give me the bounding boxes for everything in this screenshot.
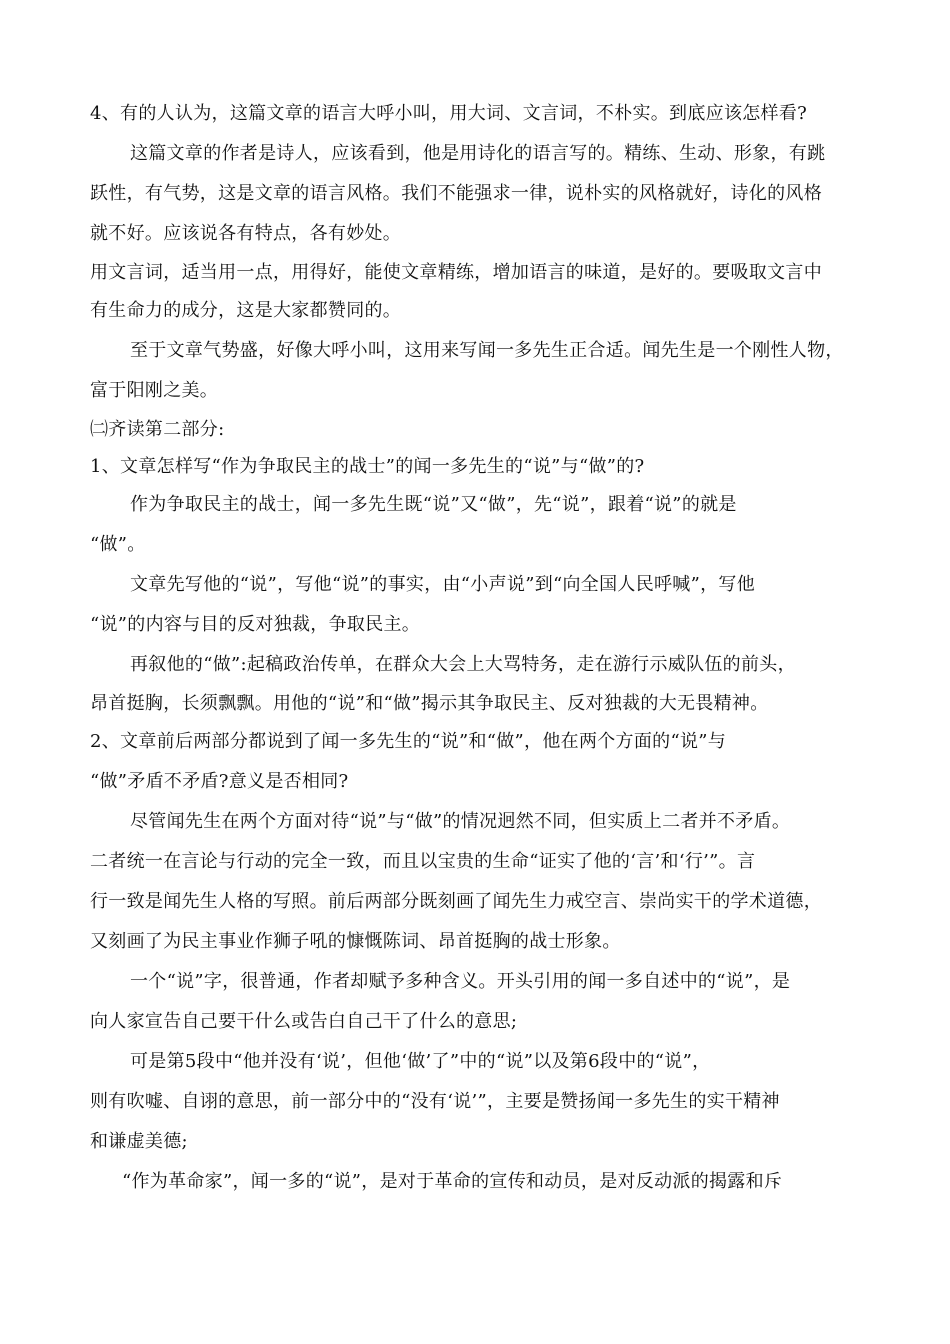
paragraph-line: 向人家宣告自己要干什么或告白自己干了什么的意思; [90,1011,518,1032]
paragraph-line: 这篇文章的作者是诗人，应该看到，他是用诗化的语言写的。精练、生动、形象，有跳 [130,143,826,164]
question-2: 2、文章前后两部分都说到了闻一多先生的“说”和“做”，他在两个方面的“说”与 [90,731,727,752]
paragraph-line: 二者统一在言论与行动的完全一致，而且以宝贵的生命“证实了他的‘言’和‘行’”。言 [90,851,756,872]
paragraph-line: 和谦虚美德; [90,1131,188,1152]
question-4: 4、有的人认为，这篇文章的语言大呼小叫，用大词、文言词，不朴实。到底应该怎样看? [90,103,808,124]
document-body [90,94,865,1202]
paragraph-line: 一个“说”字，很普通，作者却赋予多种含义。开头引用的闻一多自述中的“说”，是 [130,971,791,992]
paragraph-line: 作为争取民主的战士，闻一多先生既“说”又“做”，先“说”，跟着“说”的就是 [130,494,737,515]
paragraph-line: “做”。 [90,534,146,555]
paragraph-line: “作为革命家”，闻一多的“说”，是对于革命的宣传和动员，是对反动派的揭露和斥 [122,1171,783,1192]
paragraph-line: 就不好。应该说各有特点，各有妙处。 [90,223,402,244]
paragraph-line: 昂首挺胸，长须飘飘。用他的“说”和“做”揭示其争取民主、反对独裁的大无畏精神。 [90,693,769,714]
question-2-continued: “做”矛盾不矛盾?意义是否相同? [90,771,349,792]
paragraph-line: 富于阳刚之美。 [90,380,219,401]
paragraph-line: 又刻画了为民主事业作狮子吼的慷慨陈词、昂首挺胸的战士形象。 [90,931,621,952]
paragraph-line: “说”的内容与目的反对独裁，争取民主。 [90,614,421,635]
paragraph-line: 可是第5段中“他并没有‘说’，但他‘做’了”中的“说”以及第6段中的“说”， [130,1051,711,1072]
paragraph-line: 行一致是闻先生人格的写照。前后两部分既刻画了闻先生力戒空言、崇尚实干的学术道德， [90,891,822,912]
paragraph-line: 则有吹嘘、自诩的意思，前一部分中的“没有‘说’”，主要是赞扬闻一多先生的实干精神 [90,1091,780,1112]
paragraph-line: 用文言词，适当用一点，用得好，能使文章精练，增加语言的味道，是好的。要吸取文言中 [90,262,822,283]
paragraph-line: 有生命力的成分，这是大家都赞同的。 [90,300,402,321]
question-1: 1、文章怎样写“作为争取民主的战士”的闻一多先生的“说”与“做”的? [90,456,645,477]
paragraph-line: 跃性，有气势，这是文章的语言风格。我们不能强求一律，说朴实的风格就好，诗化的风格 [90,183,822,204]
paragraph-line: 文章先写他的“说”，写他“说”的事实，由“小声说”到“向全国人民呼喊”，写他 [130,574,756,595]
section-heading: ㈡齐读第二部分: [90,419,225,440]
paragraph-line: 尽管闻先生在两个方面对待“说”与“做”的情况迥然不同，但实质上二者并不矛盾。 [130,811,791,832]
paragraph-line: 至于文章气势盛，好像大呼小叫，这用来写闻一多先生正合适。闻先生是一个刚性人物， [130,340,844,361]
paragraph-line: 再叙他的“做”:起稿政治传单，在群众大会上大骂特务，走在游行示威队伍的前头， [130,654,796,675]
